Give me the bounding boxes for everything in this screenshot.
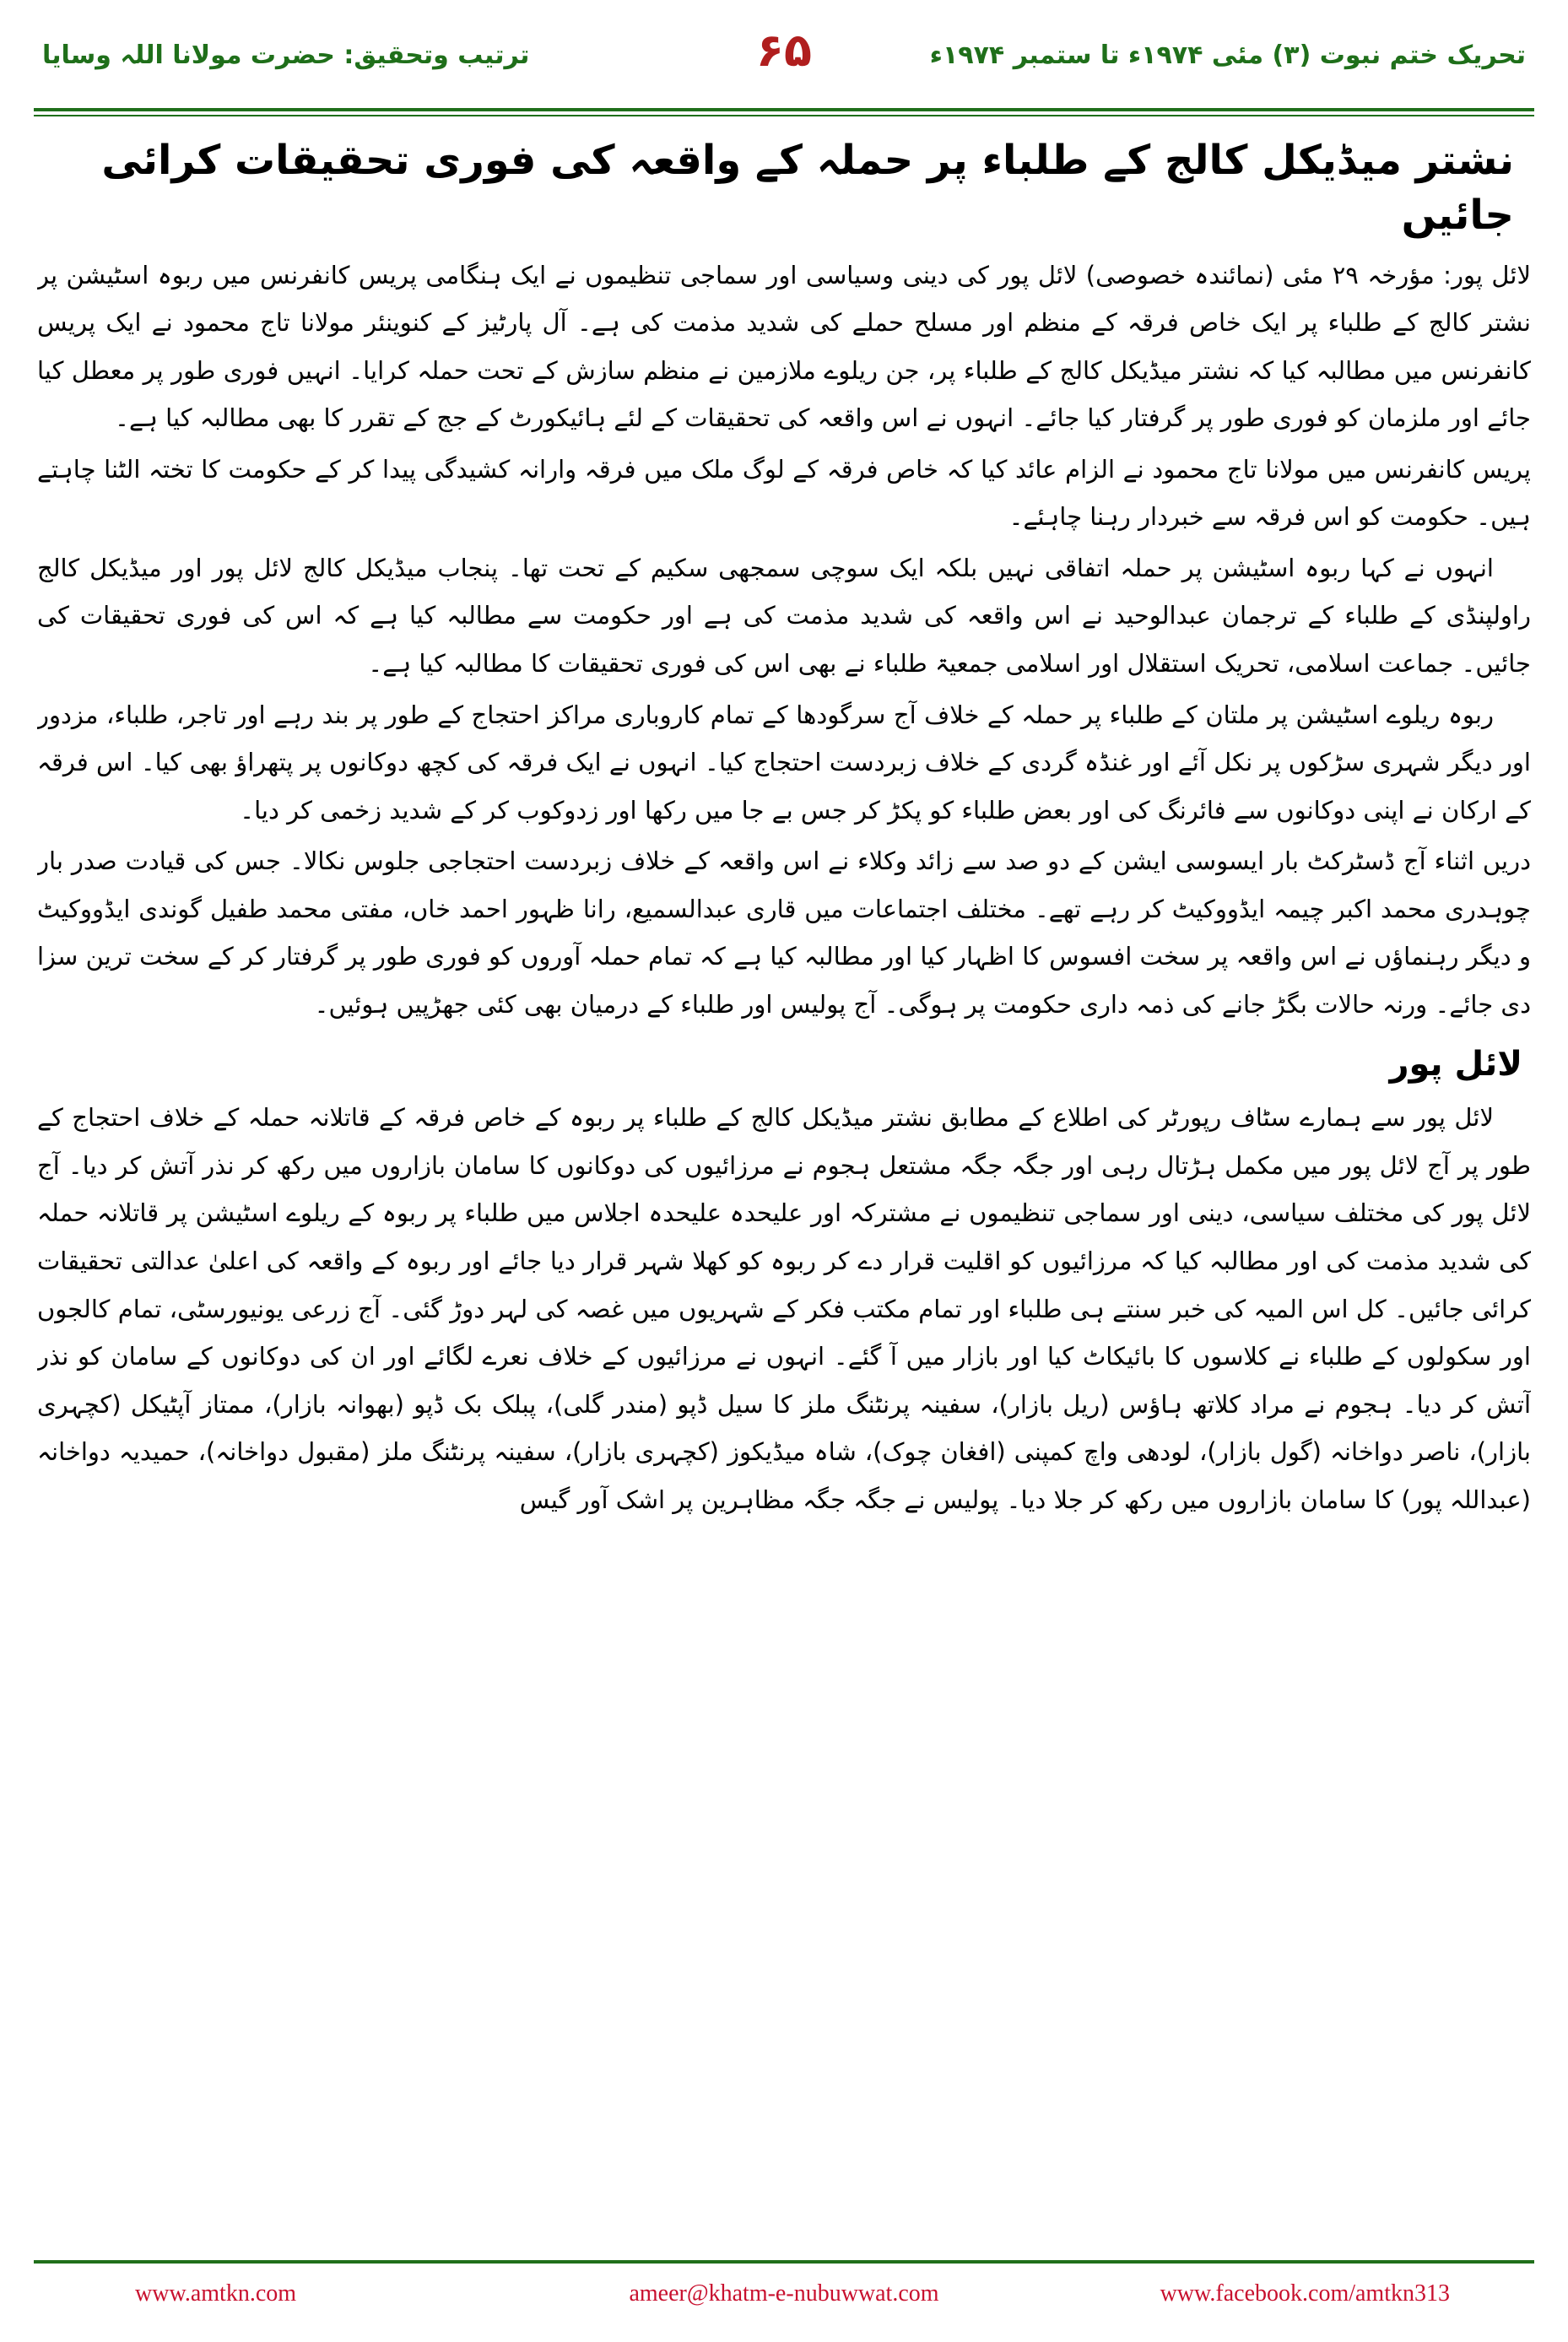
- article-paragraph: انہوں نے کہا ربوہ اسٹیشن پر حملہ اتفاقی نہیں بلکہ ایک سوچی سمجھی سکیم کے تحت تھا۔ پنجاب میڈیکل کالج لائل پور اور میڈیکل کالج راولپنڈی کے طلباء کے ترجمان عبدالوحید نے اس واقعہ کی شدید مذمت کی ہے اور حکومت سے مطالبہ کیا ہے کہ اس کی فوری تحقیقات کی جائیں۔ جماعت اسلامی، تحریک استقلال اور اسلامی جمعیۃ طلباء نے بھی اس کی فوری تحقیقات کا مطالبہ کیا ہے۔: [37, 553, 1531, 678]
- email-link[interactable]: ameer@khatm-e-nubuwwat.com: [629, 2280, 939, 2307]
- section-heading: لائل پور: [1389, 1045, 1522, 1084]
- page-header: [34, 20, 1534, 101]
- facebook-link[interactable]: www.facebook.com/amtkn313: [1160, 2280, 1450, 2307]
- page-footer: [34, 2275, 1534, 2318]
- article-paragraph: پریس کانفرنس میں مولانا تاج محمود نے الزام عائد کیا کہ خاص فرقہ کے لوگ ملک میں فرقہ وارانہ کشیدگی پیدا کر کے حکومت کا تختہ الٹنا چاہتے ہیں۔ حکومت کو اس فرقہ سے خبردار رہنا چاہئے۔: [37, 454, 1531, 532]
- website-link[interactable]: www.amtkn.com: [135, 2280, 297, 2307]
- header-divider-thin: [34, 115, 1534, 116]
- page-number: ۶۵: [756, 24, 812, 77]
- article-paragraph: دریں اثناء آج ڈسٹرکٹ بار ایسوسی ایشن کے دو صد سے زائد وکلاء نے اس واقعہ کے خلاف زبردست احتجاجی جلوس نکالا۔ جس کی قیادت صدر بار چوہدری محمد اکبر چیمہ ایڈووکیٹ کر رہے تھے۔ مختلف اجتماعات میں قاری عبدالسمیع، رانا ظہور احمد خاں، مفتی محمد طفیل گوندی ایڈووکیٹ و دیگر رہنماؤں نے اس واقعہ پر سخت افسوس کا اظہار کیا اور مطالبہ کیا ہے کہ تمام حملہ آوروں کو فوری طور پر گرفتار کر کے سخت ترین سزا دی جائے۔ ورنہ حالات بگڑ جانے کی ذمہ داری حکومت پر ہوگی۔ آج پولیس اور طلباء کے درمیان بھی کئی جھڑپیں ہوئیں۔: [37, 846, 1531, 1019]
- article-paragraph: لائل پور: مؤرخہ ۲۹ مئی (نمائندہ خصوصی) لائل پور کی دینی وسیاسی اور سماجی تنظیموں نے ایک ہنگامی پریس کانفرنس میں ربوہ اسٹیشن پر نشتر کالج کے طلباء پر ایک خاص فرقہ کے منظم اور مسلح حملے کی شدید مذمت کی ہے۔ آل پارٹیز کے کنوینئر مولانا تاج محمود نے ایک پریس کانفرنس میں مطالبہ کیا کہ نشتر میڈیکل کالج کے طلباء پر، جن ریلوے ملازمین نے منظم سازش کے تحت حملہ کرایا۔ انہیں فوری طور پر معطل کیا جائے اور ملزمان کو فوری طور پر گرفتار کیا جائے۔ انہوں نے اس واقعہ کی تحقیقات کے لئے ہائیکورٹ کے جج کے تقرر کا بھی مطالبہ کیا ہے۔: [37, 260, 1531, 433]
- article-headline: نشتر میڈیکل کالج کے طلباء پر حملہ کے واقعہ کی فوری تحقیقات کرائی جائیں: [101, 137, 1514, 239]
- book-title: تحریک ختم نبوت (۳) مئی ۱۹۷۴ء تا ستمبر ۱۹۷۴ء: [929, 41, 1526, 70]
- footer-divider: [34, 2260, 1534, 2264]
- compiler-credit: ترتیب وتحقیق: حضرت مولانا اللہ وسایا: [42, 41, 530, 70]
- section-paragraph: لائل پور سے ہمارے سٹاف رپورٹر کی اطلاع کے مطابق نشتر میڈیکل کالج کے طلباء پر ربوہ کے خاص فرقہ کے قاتلانہ حملہ کے خلاف احتجاج کے طور پر آج لائل پور میں مکمل ہڑتال رہی اور جگہ جگہ مشتعل ہجوم نے مرزائیوں کی دوکانوں کا سامان بازاروں میں رکھ کر نذر آتش کر دیا۔ آج لائل پور کی مختلف سیاسی، دینی اور سماجی تنظیموں نے مشترکہ اور علیحدہ علیحدہ اجلاس میں طلباء پر ربوہ کے ریلوے اسٹیشن پر قاتلانہ حملہ کی شدید مذمت کی اور مطالبہ کیا کہ مرزائیوں کو اقلیت قرار دے کر ربوہ کو کھلا شہر قرار دیا جائے اور ربوہ کے واقعہ کی اعلیٰ عدالتی تحقیقات کرائی جائیں۔ کل اس المیہ کی خبر سنتے ہی طلباء اور تمام مکتب فکر کے شہریوں میں غصہ کی لہر دوڑ گئی۔ آج زرعی یونیورسٹی، تمام کالجوں اور سکولوں کے طلباء نے کلاسوں کا بائیکاٹ کیا اور بازار میں آ گئے۔ انہوں نے مرزائیوں کے خلاف نعرے لگائے اور ان کی دوکانوں کے سامان کو نذر آتش کر دیا۔ ہجوم نے مراد کلاتھ ہاؤس (ریل بازار)، سفینہ پرنٹنگ ملز کا سیل ڈپو (مندر گلی)، پبلک بک ڈپو (بھوانہ بازار)، ممتاز آپٹیکل (کچہری بازار)، ناصر دواخانہ (گول بازار)، لودھی واچ کمپنی (افغان چوک)، شاہ میڈیکوز (کچہری بازار)، سفینہ پرنٹنگ ملز (مقبول دواخانہ)، حمیدیہ دواخانہ (عبداللہ پور) کا سامان بازاروں میں رکھ کر جلا دیا۔ پولیس نے جگہ جگہ مظاہرین پر اشک آور گیس: [37, 1103, 1531, 1514]
- article-body: [37, 128, 1531, 2215]
- article-paragraph: ربوہ ریلوے اسٹیشن پر ملتان کے طلباء پر حملہ کے خلاف آج سرگودھا کے تمام کاروباری مراکز احتجاج کے طور پر بند رہے اور تاجر، طلباء، مزدور اور دیگر شہری سڑکوں پر نکل آئے اور غنڈہ گردی کے خلاف زبردست احتجاج کیا۔ انہوں نے ایک فرقہ کی کچھ دوکانوں پر پتھراؤ بھی کیا۔ اس فرقہ کے ارکان نے اپنی دوکانوں سے فائرنگ کی اور بعض طلباء کو پکڑ کر جس بے جا میں رکھا اور زدوکوب کر کے شدید زخمی کر دیا۔: [37, 700, 1531, 825]
- header-divider: [34, 108, 1534, 111]
